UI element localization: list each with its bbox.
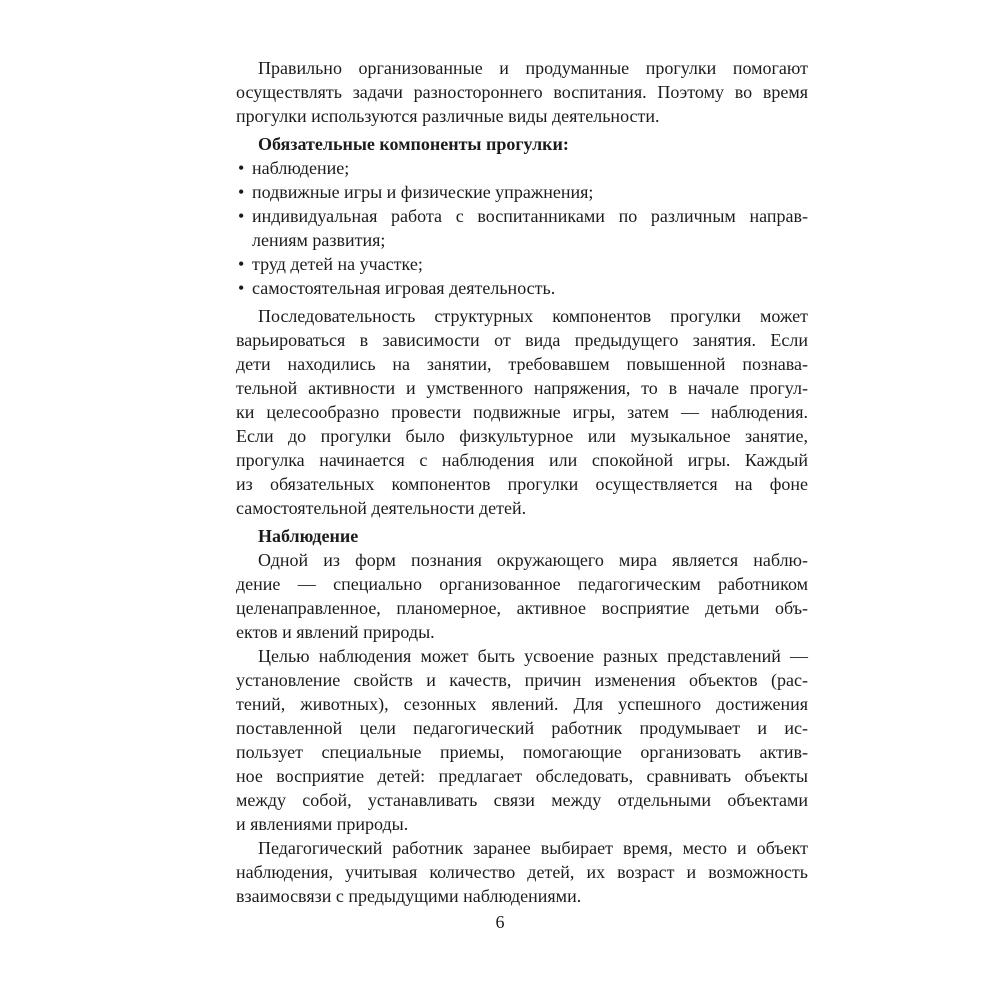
text-line: Педагогический работник заранее выбирает время, место и объект <box>258 838 808 858</box>
page-text-block <box>236 56 808 908</box>
text-line: установление свойств и качеств, причин изменения объектов (рас- <box>236 670 808 690</box>
text-line: поставленной цели педагогический работник продумывает и ис- <box>236 718 808 738</box>
heading-observation: Наблюдение <box>258 526 359 546</box>
text-line: пользует специальные приемы, помогающие организовать актив- <box>236 742 808 762</box>
text-line: Правильно организованные и продуманные прогулки помогают <box>258 58 808 78</box>
list-item <box>236 156 808 180</box>
text-line: труд детей на участке; <box>252 254 423 274</box>
text-line: тельной активности и умственного напряжения, то в начале прогул- <box>236 378 808 398</box>
text-line: дение — специально организованное педагогическим работником <box>236 574 808 594</box>
text-line: ное восприятие детей: предлагает обследовать, сравнивать объекты <box>236 766 808 786</box>
observation-goal-paragraph <box>236 644 808 836</box>
bullet-icon: • <box>238 158 245 178</box>
text-line: из обязательных компонентов прогулки осуществляется на фоне <box>236 474 808 494</box>
planning-paragraph <box>236 836 808 908</box>
list-item <box>236 276 808 300</box>
observation-definition-paragraph <box>236 548 808 644</box>
text-line: Одной из форм познания окружающего мира является наблю- <box>258 550 808 570</box>
text-line: и явлениями природы. <box>236 814 409 834</box>
text-line: самостоятельной деятельности детей. <box>236 498 527 518</box>
text-line: Целью наблюдения может быть усвоение разных представлений — <box>258 646 808 666</box>
heading-components: Обязательные компоненты прогулки: <box>258 134 569 154</box>
components-list <box>236 156 808 300</box>
text-line: ки целесообразно провести подвижные игры, затем — наблюдения. <box>236 402 808 422</box>
text-line: целенаправленное, планомерное, активное восприятие детьми объ- <box>236 598 808 618</box>
text-line: Если до прогулки было физкультурное или музыкальное занятие, <box>236 426 808 446</box>
text-line: осуществлять задачи разностороннего воспитания. Поэтому во время <box>236 82 808 102</box>
text-line: Последовательность структурных компонентов прогулки может <box>258 306 808 326</box>
bullet-icon: • <box>238 278 245 298</box>
intro-paragraph <box>236 56 808 128</box>
text-line: индивидуальная работа с воспитанниками по различным направ- <box>252 206 808 226</box>
text-line: варьироваться в зависимости от вида предыдущего занятия. Если <box>236 330 808 350</box>
text-line: тений, животных), сезонных явлений. Для успешного достижения <box>236 694 808 714</box>
text-line: подвижные игры и физические упражнения; <box>252 182 594 202</box>
bullet-icon: • <box>238 254 245 274</box>
text-line: самостоятельная игровая деятельность. <box>252 278 556 298</box>
list-item <box>236 204 808 252</box>
text-line: взаимосвязи с предыдущими наблюдениями. <box>236 886 582 906</box>
text-line: наблюдение; <box>252 158 350 178</box>
list-item <box>236 180 808 204</box>
sequence-paragraph <box>236 304 808 520</box>
text-line: лениям развития; <box>252 230 386 250</box>
text-line: прогулка начинается с наблюдения или спокойной игры. Каждый <box>236 450 808 470</box>
text-line: наблюдения, учитывая количество детей, их возраст и возможность <box>236 862 808 882</box>
text-line: ектов и явлений природы. <box>236 622 435 642</box>
list-item <box>236 252 808 276</box>
text-line: между собой, устанавливать связи между отдельными объектами <box>236 790 808 810</box>
text-line: дети находились на занятии, требовавшем повышенной познава- <box>236 354 808 374</box>
bullet-icon: • <box>238 206 245 226</box>
page-number: 6 <box>495 912 505 932</box>
bullet-icon: • <box>238 182 245 202</box>
text-line: прогулки используются различные виды деятельности. <box>236 106 660 126</box>
